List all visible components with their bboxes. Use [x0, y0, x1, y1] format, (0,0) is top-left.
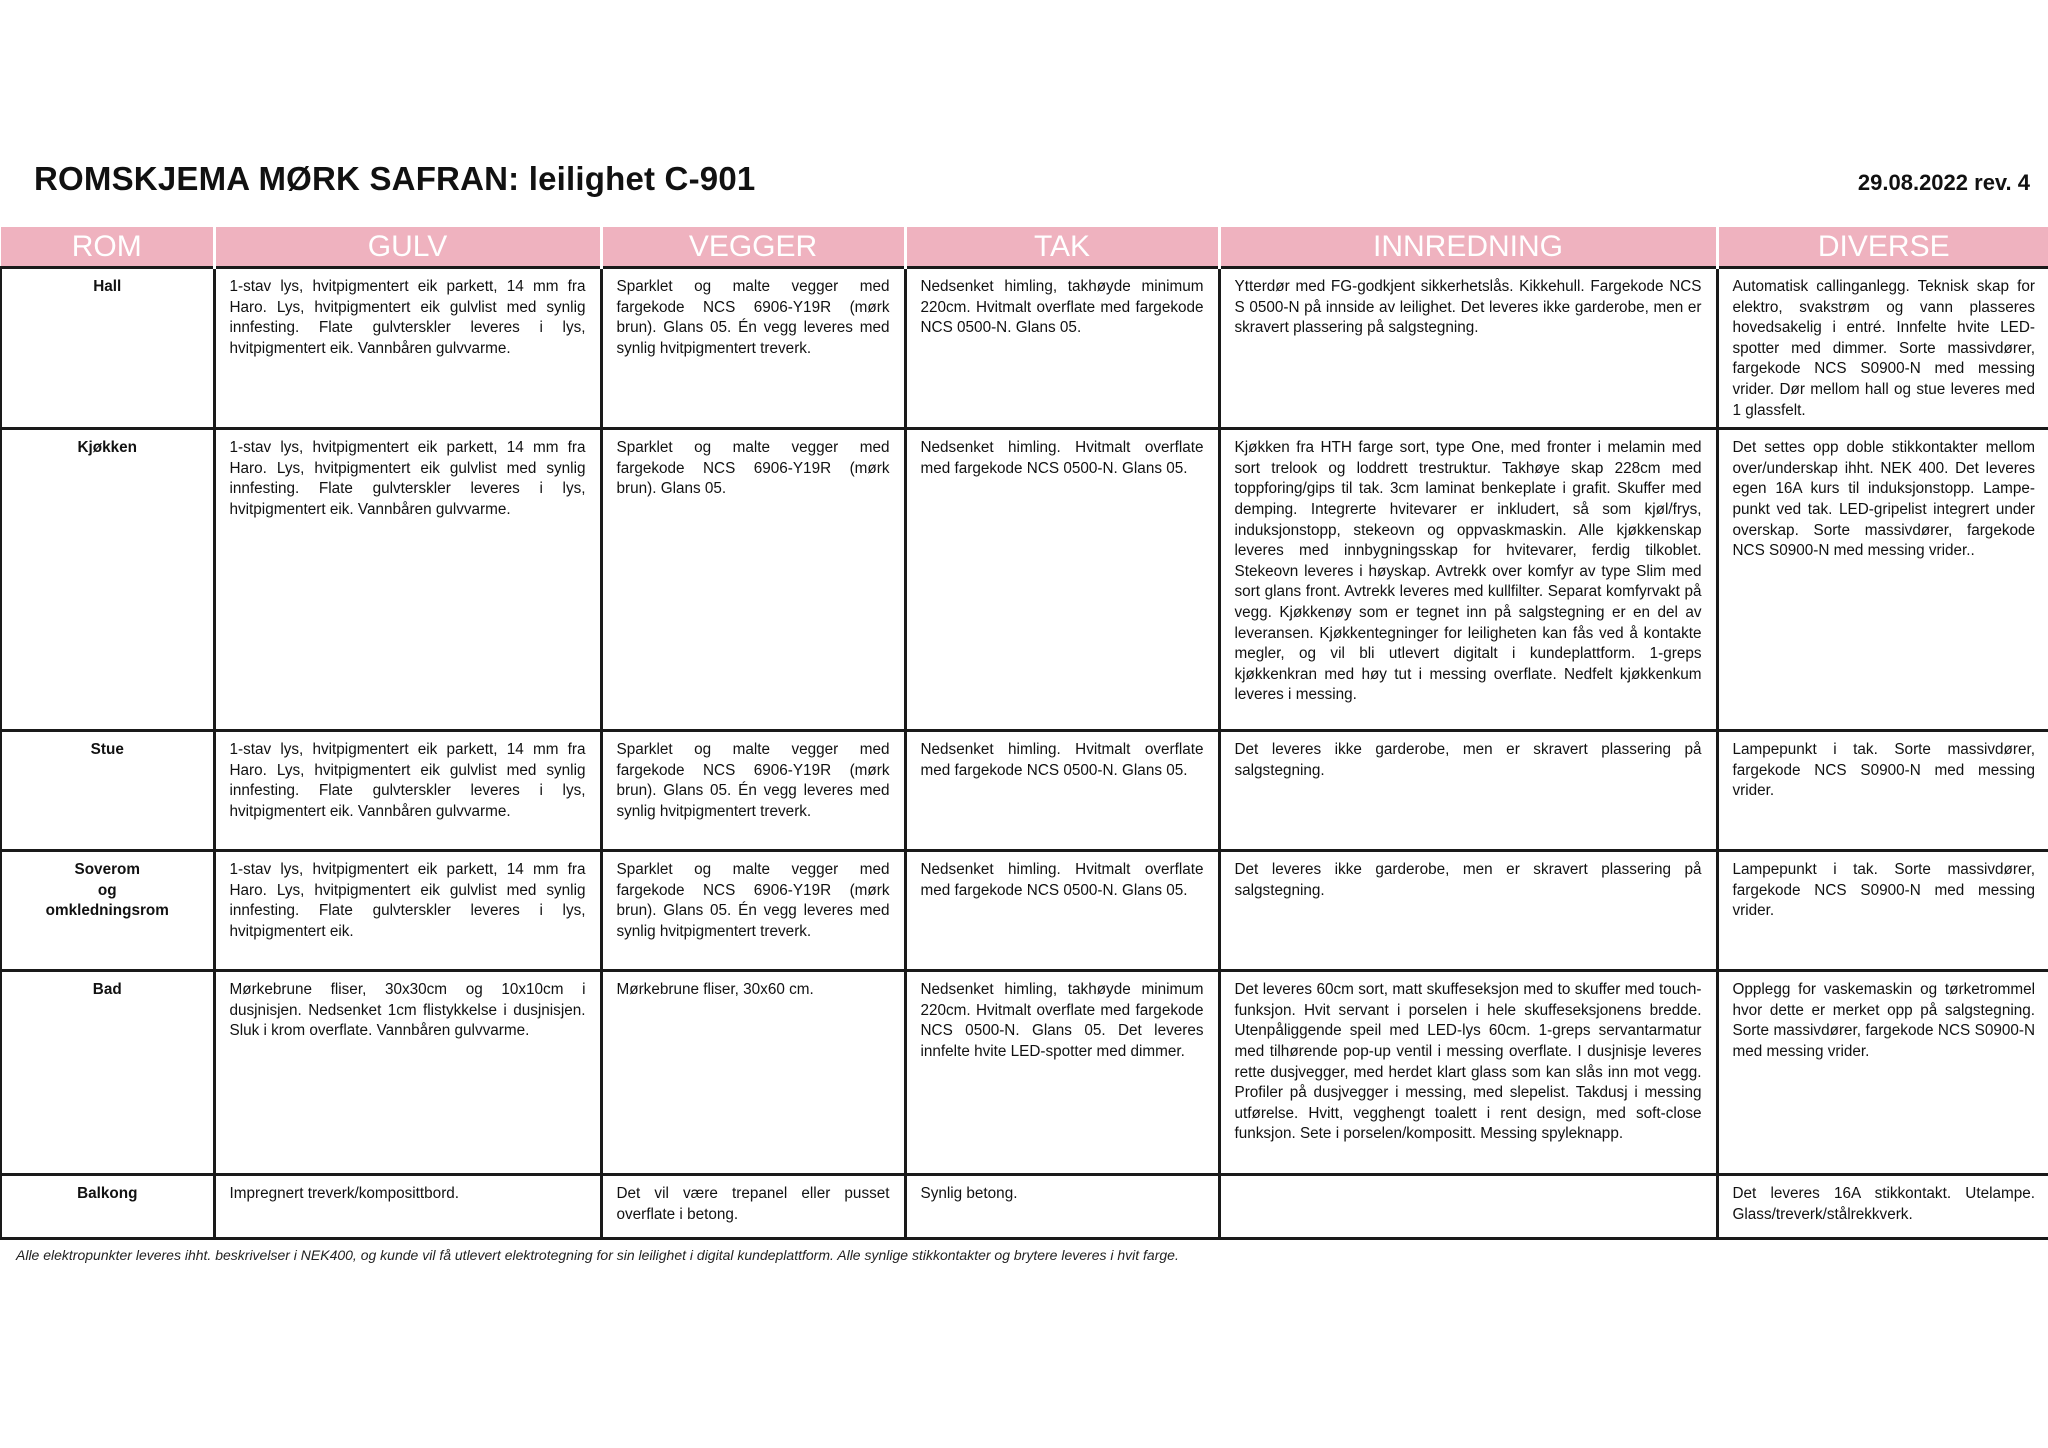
- cell-innredning: Det leveres ikke garderobe, men er skravert plassering på salgstegning.: [1219, 851, 1717, 971]
- room-name: Bad: [1, 971, 214, 1175]
- room-name: Hall: [1, 268, 214, 429]
- cell-gulv: Impregnert treverk/komposittbord.: [214, 1175, 601, 1239]
- table-row-hall: [1, 268, 2048, 429]
- cell-diverse: Det leveres 16A stikkontakt. Utelampe. Glass/treverk/stålrekkverk.: [1717, 1175, 2048, 1239]
- table-row-balkong: [1, 1175, 2048, 1239]
- table-row-soverom: [1, 851, 2048, 971]
- column-header-tak: TAK: [905, 227, 1219, 268]
- cell-vegger: Sparklet og malte vegger med fargekode NCS 6906-Y19R (mørk brun). Glans 05. Én vegg leveres med synlig hvitpigmentert treverk.: [601, 731, 905, 851]
- column-header-innredning: INNREDNING: [1219, 227, 1717, 268]
- cell-gulv: 1-stav lys, hvitpigmentert eik parkett, 14 mm fra Haro. Lys, hvitpigmentert eik gulvlist med synlig innfesting. Flate gulvterskler leveres i lys, hvitpigmentert eik. Vannbåren gulvvarme.: [214, 429, 601, 731]
- cell-diverse: Lampepunkt i tak. Sorte massivdører, fargekode NCS S0900-N med messing vrider.: [1717, 851, 2048, 971]
- cell-tak: Nedsenket himling, takhøyde minimum 220cm. Hvitmalt overflate med fargekode NCS 0500-N. Glans 05. Det leveres innfelte hvite LED-spotter med dimmer.: [905, 971, 1219, 1175]
- room-name-line: omkledningsrom: [45, 902, 169, 920]
- room-name-line: Soverom: [74, 861, 140, 879]
- cell-tak: Nedsenket himling, takhøyde minimum 220cm. Hvitmalt overflate med fargekode NCS 0500-N. Glans 05.: [905, 268, 1219, 429]
- cell-innredning: Ytterdør med FG-godkjent sikkerhetslås. Kikkehull. Fargekode NCS S 0500-N på innside av leilighet. Det leveres ikke garderobe, men er skravert plassering på salgstegning.: [1219, 268, 1717, 429]
- cell-diverse: Opplegg for vaskemaskin og tørketrommel hvor dette er merket opp på salgstegning. Sorte massivdører, fargekode NCS S0900-N med messing vrider.: [1717, 971, 2048, 1175]
- column-header-rom: ROM: [1, 227, 214, 268]
- cell-tak: Nedsenket himling. Hvitmalt overflate med fargekode NCS 0500-N. Glans 05.: [905, 429, 1219, 731]
- table-row-bad: [1, 971, 2048, 1175]
- cell-vegger: Sparklet og malte vegger med fargekode NCS 6906-Y19R (mørk brun). Glans 05. Én vegg leveres med synlig hvitpigmentert treverk.: [601, 851, 905, 971]
- room-schedule-table: [0, 227, 2048, 1240]
- cell-innredning: Det leveres 60cm sort, matt skuffeseksjon med to skuffer med touch-funksjon. Hvit servant i porselen i hele skuffeseksjonens bredde. Utenpåliggende speil med LED-lys 60cm. 1-greps servantarmatur med tilhørende pop-up ventil i messing overflate. I dusjnisje leveres rette dusjvegger, med herdet klart glass som kan slås inn mot vegg. Profiler på dusjvegger i messing, med slepelist. Takdusj i messing utførelse. Hvitt, vegghengt toalett i rent design, med soft-close funksjon. Sete i porselen/kompositt. Messing spyleknapp.: [1219, 971, 1717, 1175]
- room-name-line: og: [97, 881, 117, 899]
- cell-gulv: Mørkebrune fliser, 30x30cm og 10x10cm i dusjnisjen. Nedsenket 1cm flistykkelse i dusjnisjen. Sluk i krom overflate. Vannbåren gulvvarme.: [214, 971, 601, 1175]
- room-name: Kjøkken: [1, 429, 214, 731]
- table-header-row: [1, 227, 2048, 268]
- revision-date: 29.08.2022 rev. 4: [1857, 170, 2030, 195]
- column-header-vegger: VEGGER: [601, 227, 905, 268]
- cell-vegger: Sparklet og malte vegger med fargekode NCS 6906-Y19R (mørk brun). Glans 05. Én vegg leveres med synlig hvitpigmentert treverk.: [601, 268, 905, 429]
- page-title: ROMSKJEMA MØRK SAFRAN: leilighet C-901: [34, 160, 756, 197]
- cell-diverse: Lampepunkt i tak. Sorte massivdører, fargekode NCS S0900-N med messing vrider.: [1717, 731, 2048, 851]
- room-name: Stue: [1, 731, 214, 851]
- cell-tak: Synlig betong.: [905, 1175, 1219, 1239]
- cell-vegger: Det vil være trepanel eller pusset overflate i betong.: [601, 1175, 905, 1239]
- table-row-stue: [1, 731, 2048, 851]
- cell-gulv: 1-stav lys, hvitpigmentert eik parkett, 14 mm fra Haro. Lys, hvitpigmentert eik gulvlist med synlig innfesting. Flate gulvterskler leveres i lys, hvitpigmentert eik. Vannbåren gulvvarme.: [214, 731, 601, 851]
- column-header-gulv: GULV: [214, 227, 601, 268]
- column-header-diverse: DIVERSE: [1717, 227, 2048, 268]
- cell-tak: Nedsenket himling. Hvitmalt overflate med fargekode NCS 0500-N. Glans 05.: [905, 851, 1219, 971]
- cell-gulv: 1-stav lys, hvitpigmentert eik parkett, 14 mm fra Haro. Lys, hvitpigmentert eik gulvlist med synlig innfesting. Flate gulvterskler leveres i lys, hvitpigmentert eik.: [214, 851, 601, 971]
- cell-diverse: Automatisk callinganlegg. Teknisk skap for elektro, svakstrøm og vann plasseres hovedsakelig i entré. Innfelte hvite LED-spotter med dimmer. Sorte massivdører, fargekode NCS S0900-N med messing vrider. Dør mellom hall og stue leveres med 1 glassfelt.: [1717, 268, 2048, 429]
- cell-innredning: [1219, 1175, 1717, 1239]
- room-name: [1, 851, 214, 971]
- cell-vegger: Mørkebrune fliser, 30x60 cm.: [601, 971, 905, 1175]
- footnote: Alle elektropunkter leveres ihht. beskrivelser i NEK400, og kunde vil få utlevert elektrotegning for sin leilighet i digital kundeplattform. Alle synlige stikkontakter og brytere leveres i hvit farge.: [16, 1247, 1179, 1263]
- cell-innredning: Det leveres ikke garderobe, men er skravert plassering på salgstegning.: [1219, 731, 1717, 851]
- cell-tak: Nedsenket himling. Hvitmalt overflate med fargekode NCS 0500-N. Glans 05.: [905, 731, 1219, 851]
- cell-gulv: 1-stav lys, hvitpigmentert eik parkett, 14 mm fra Haro. Lys, hvitpigmentert eik gulvlist med synlig innfesting. Flate gulvterskler leveres i lys, hvitpigmentert eik. Vannbåren gulvvarme.: [214, 268, 601, 429]
- cell-diverse: Det settes opp doble stikkontakter mellom over/underskap ihht. NEK 400. Det leveres egen 16A kurs til induksjonstopp. Lampe-punkt ved tak. LED-gripelist integrert under overskap. Sorte massivdører, fargekode NCS S0900-N med messing vrider..: [1717, 429, 2048, 731]
- cell-innredning: Kjøkken fra HTH farge sort, type One, med fronter i melamin med sort trelook og loddrett trestruktur. Takhøye skap 228cm med toppforing/gips til tak. 3cm laminat benkeplate i grafit. Skuffer med demping. Integrerte hvitevarer er inkludert, så som kjøl/frys, induksjonstopp, stekeovn og oppvaskmaskin. Alle kjøkkenskap leveres med innbygningsskap for hvitevarer, ferdig tilkoblet. Stekeovn leveres i høyskap. Avtrekk over komfyr av type Slim med sort glans front. Avtrekk leveres med kullfilter. Separat komfyrvakt på vegg. Kjøkkenøy som er tegnet inn på salgstegning er en del av leveransen. Kjøkkentegninger for leiligheten kan fås ved å kontakte megler, og vil bli utlevert digitalt i kundeplattform. 1-greps kjøkkenkran med høy tut i messing overflate. Nedfelt kjøkkenkum leveres i messing.: [1219, 429, 1717, 731]
- table-row-kjokken: [1, 429, 2048, 731]
- room-name: Balkong: [1, 1175, 214, 1239]
- cell-vegger: Sparklet og malte vegger med fargekode NCS 6906-Y19R (mørk brun). Glans 05.: [601, 429, 905, 731]
